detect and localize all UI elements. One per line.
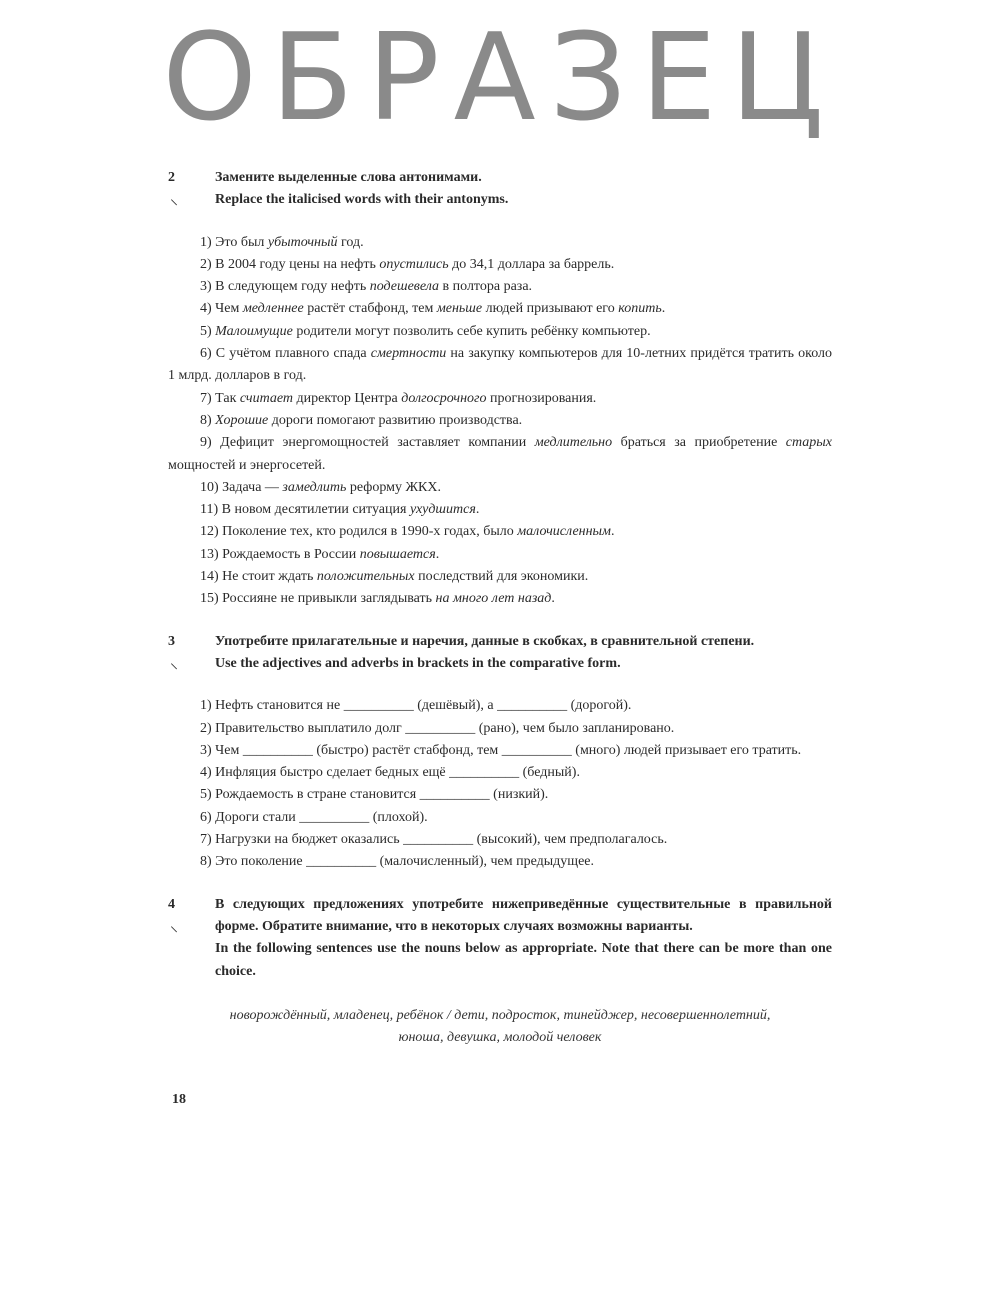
item-text: 2) В 2004 году цены на нефть xyxy=(200,256,380,272)
item-text: прогнозирования. xyxy=(486,390,597,406)
exercise-item xyxy=(168,232,832,254)
item-text: до 34,1 доллара за баррель. xyxy=(448,256,615,272)
item-text: 1) Нефть становится не __________ (дешёвый), а __________ (дорогой). xyxy=(200,698,632,714)
exercise-item xyxy=(168,566,832,588)
italic-word: опустились xyxy=(379,256,449,272)
item-text: . xyxy=(475,502,480,518)
item-text: реформу ЖКХ. xyxy=(346,479,441,495)
italic-word: убыточный xyxy=(267,234,338,250)
item-text: . xyxy=(661,301,666,317)
item-text: 5) Рождаемость в стране становится __________ (низкий). xyxy=(200,787,549,803)
item-text: 6) Дороги стали __________ (плохой). xyxy=(200,809,428,825)
italic-word: малочисленным xyxy=(517,524,611,540)
item-text: 13) Рождаемость в России xyxy=(200,546,360,562)
italic-word: подешевела xyxy=(369,279,440,295)
exercise-item xyxy=(168,254,832,276)
exercise-4 xyxy=(168,894,832,1050)
item-text: . xyxy=(610,524,615,540)
page-content xyxy=(168,167,832,1111)
item-text: 3) Чем __________ (быстро) растёт стабфонд, тем __________ (много) людей призывает его тратить. xyxy=(200,742,802,758)
exercise-item xyxy=(168,343,832,388)
exercise-item xyxy=(168,588,832,610)
italic-word: копить xyxy=(618,301,662,317)
exercise-items xyxy=(168,232,832,611)
exercise-item xyxy=(168,432,832,477)
italic-word: считает xyxy=(239,390,294,406)
item-text: . xyxy=(551,591,555,607)
item-text: последствий для экономики. xyxy=(414,569,589,585)
exercise-number: 4 xyxy=(168,896,175,912)
watermark: ОБРАЗЕЦ xyxy=(162,9,838,148)
italic-word: замедлить xyxy=(282,479,347,495)
exercise-number: 3 xyxy=(168,633,175,649)
item-text: на закупку компьютеров для 10-летних придётся тратить около 1 млрд. долларов в год. xyxy=(168,346,832,384)
item-text: 4) Чем xyxy=(200,301,243,317)
exercise-item xyxy=(168,410,832,432)
italic-word: меньше xyxy=(436,301,483,317)
italic-word: на много лет назад xyxy=(435,591,552,607)
italic-word: медлительно xyxy=(534,435,613,451)
exercise-item xyxy=(168,762,832,784)
italic-word: старых xyxy=(785,435,832,451)
item-text: год. xyxy=(337,234,364,250)
pen-icon: ⸜ xyxy=(170,191,179,208)
exercise-number: 2 xyxy=(168,170,175,185)
exercise-item xyxy=(168,388,832,410)
exercise-item xyxy=(168,740,832,762)
exercise-item xyxy=(168,851,832,873)
exercise-items xyxy=(168,695,832,873)
italic-word: повышается xyxy=(359,546,436,562)
exercise-3 xyxy=(168,631,832,874)
instruction-ru: В следующих предложениях употребите нижеприведённые существительные в правильной форме. Обратите внимание, что в некоторых случаях возможны варианты. xyxy=(215,896,832,934)
item-text: 8) xyxy=(200,412,216,428)
exercise-item xyxy=(168,695,832,717)
italic-word: Малоимущие xyxy=(215,323,293,339)
item-text: 11) В новом десятилетии ситуация xyxy=(200,502,410,518)
item-text: людей призывают его xyxy=(482,301,619,317)
exercise-2 xyxy=(168,167,832,611)
italic-word: Хорошие xyxy=(215,412,269,428)
exercise-item xyxy=(168,784,832,806)
item-text: 9) Дефицит энергомощностей заставляет компании xyxy=(200,435,535,451)
item-text: 8) Это поколение __________ (малочисленный), чем предыдущее. xyxy=(200,854,595,870)
exercise-item xyxy=(168,499,832,521)
word-list: новорождённый, младенец, ребёнок / дети, подросток, тинейджер, несовершеннолетний, юноша, девушка, молодой человек xyxy=(229,1007,771,1046)
item-text: 5) xyxy=(200,323,216,339)
item-text: 10) Задача — xyxy=(200,479,283,495)
item-text: в полтора раза. xyxy=(439,279,533,295)
item-text: 4) Инфляция быстро сделает бедных ещё __________ (бедный). xyxy=(200,765,580,781)
exercise-item xyxy=(168,298,832,320)
item-text: 2) Правительство выплатило долг __________ (рано), чем было запланировано. xyxy=(200,720,675,736)
item-text: директор Центра xyxy=(293,390,402,406)
exercise-item xyxy=(168,321,832,343)
pen-icon: ⸜ xyxy=(170,654,179,672)
item-text: 1) Это был xyxy=(200,234,268,250)
instruction-en: Replace the italicised words with their antonyms. xyxy=(215,192,509,208)
item-text: 12) Поколение тех, кто родился в 1990-х годах, было xyxy=(200,524,518,540)
italic-word: долгосрочного xyxy=(401,390,487,406)
italic-word: положительных xyxy=(316,569,415,585)
item-text: родители могут позволить себе купить ребёнку компьютер. xyxy=(292,323,651,339)
item-text: 3) В следующем году нефть xyxy=(200,279,370,295)
instruction-en: Use the adjectives and adverbs in brackets in the comparative form. xyxy=(215,655,621,671)
pen-icon: ⸜ xyxy=(170,917,179,935)
instruction-ru: Употребите прилагательные и наречия, данные в скобках, в сравнительной степени. xyxy=(215,633,755,649)
exercise-item xyxy=(168,829,832,851)
exercise-item xyxy=(168,718,832,740)
instruction-ru: Замените выделенные слова антонимами. xyxy=(215,170,482,185)
italic-word: смертности xyxy=(370,346,447,362)
item-text: мощностей и энергосетей. xyxy=(168,457,326,473)
item-text: 7) Так xyxy=(200,390,240,406)
item-text: растёт стабфонд, тем xyxy=(303,301,437,317)
item-text: дороги помогают развитию производства. xyxy=(268,412,523,428)
item-text: 6) С учётом плавного спада xyxy=(200,346,371,362)
exercise-item xyxy=(168,477,832,499)
item-text: 14) Не стоит ждать xyxy=(200,569,317,585)
italic-word: медленнее xyxy=(242,301,304,317)
exercise-item xyxy=(168,521,832,543)
item-text: . xyxy=(435,546,440,562)
exercise-item xyxy=(168,807,832,829)
item-text: 15) Россияне не привыкли заглядывать xyxy=(200,591,436,607)
item-text: браться за приобретение xyxy=(612,435,786,451)
item-text: 7) Нагрузки на бюджет оказались __________ (высокий), чем предполагалось. xyxy=(200,832,668,848)
instruction-en: In the following sentences use the nouns below as appropriate. Note that there can be more than one choice. xyxy=(215,941,832,979)
exercise-item xyxy=(168,276,832,298)
page-number: 18 xyxy=(172,1092,186,1108)
italic-word: ухудшится xyxy=(409,502,476,518)
exercise-item xyxy=(168,544,832,566)
